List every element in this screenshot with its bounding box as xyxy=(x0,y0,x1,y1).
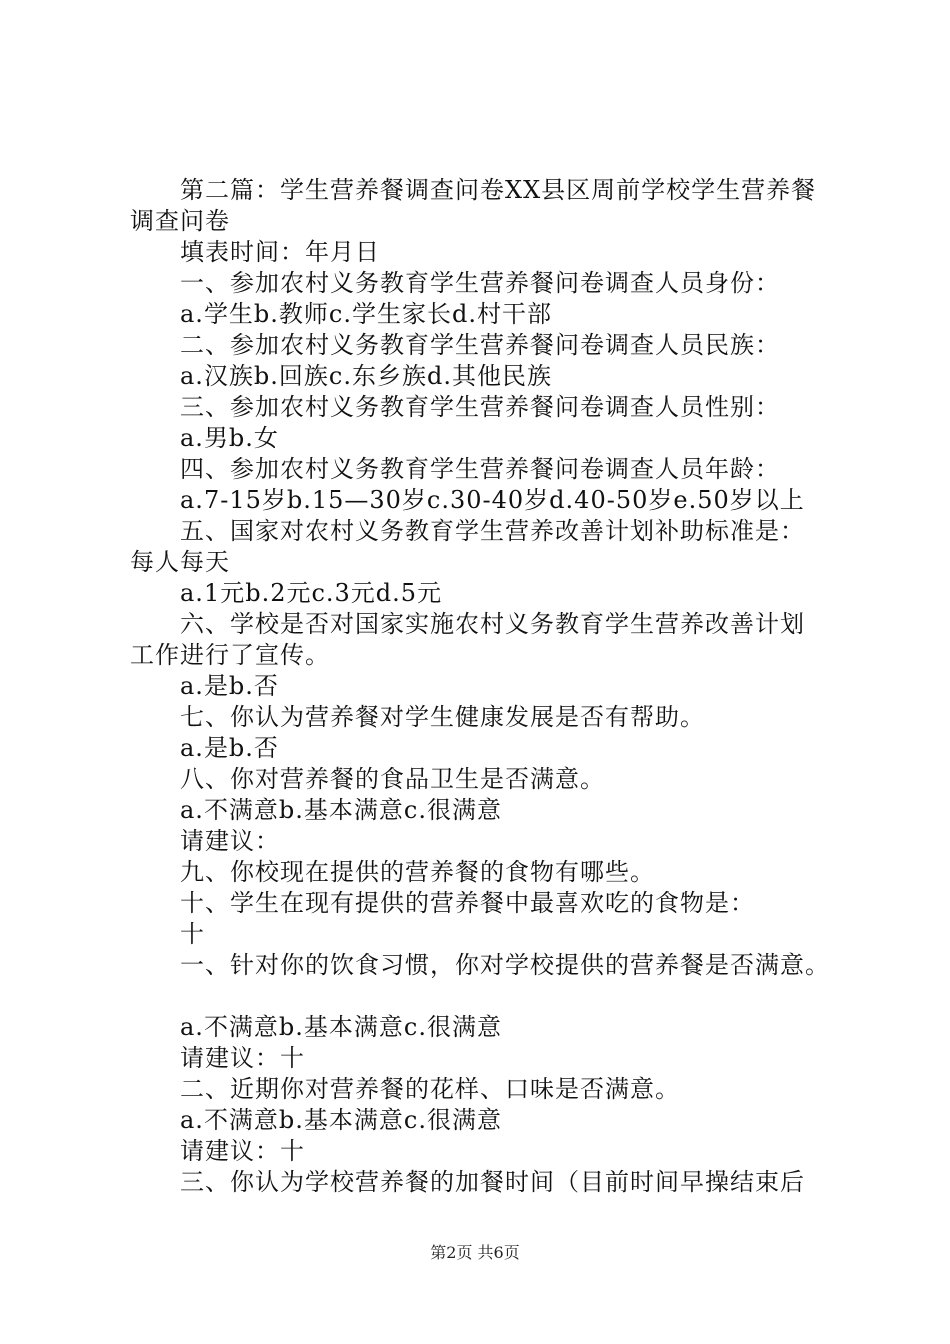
document-title: 第二篇：学生营养餐调查问卷XX县区周前学校学生营养餐 xyxy=(180,176,817,204)
question-10: 十、学生在现有提供的营养餐中最喜欢吃的食物是： xyxy=(180,889,755,917)
question-11-options: a.不满意b.基本满意c.很满意 xyxy=(180,1013,502,1041)
question-5: 五、国家对农村义务教育学生营养改善计划补助标准是： xyxy=(180,517,805,545)
question-7: 七、你认为营养餐对学生健康发展是否有帮助。 xyxy=(180,703,705,731)
question-6-options: a.是b.否 xyxy=(180,672,279,700)
question-12-options: a.不满意b.基本满意c.很满意 xyxy=(180,1106,502,1134)
suggestion-line: 请建议：十 xyxy=(180,1137,305,1165)
question-4: 四、参加农村义务教育学生营养餐问卷调查人员年龄： xyxy=(180,455,780,483)
question-1-options: a.学生b.教师c.学生家长d.村干部 xyxy=(180,300,552,328)
question-3: 三、参加农村义务教育学生营养餐问卷调查人员性别： xyxy=(180,393,780,421)
question-12: 二、近期你对营养餐的花样、口味是否满意。 xyxy=(180,1075,680,1103)
suggestion-line: 请建议：十 xyxy=(180,1044,305,1072)
document-body xyxy=(130,175,850,1198)
question-9: 九、你校现在提供的营养餐的食物有哪些。 xyxy=(180,858,655,886)
question-11-prefix: 十 xyxy=(180,920,205,948)
question-8: 八、你对营养餐的食品卫生是否满意。 xyxy=(180,765,605,793)
page-footer: 第2页 共6页 xyxy=(430,1243,520,1262)
question-4-options: a.7-15岁b.15—30岁c.30-40岁d.40-50岁e.50岁以上 xyxy=(180,486,805,514)
question-8-options: a.不满意b.基本满意c.很满意 xyxy=(180,796,502,824)
question-6: 六、学校是否对国家实施农村义务教育学生营养改善计划 xyxy=(180,610,805,638)
question-5-options: a.1元b.2元c.3元d.5元 xyxy=(180,579,443,607)
document-title-continued: 调查问卷 xyxy=(130,207,230,235)
question-1: 一、参加农村义务教育学生营养餐问卷调查人员身份： xyxy=(180,269,780,297)
question-11: 一、针对你的饮食习惯，你对学校提供的营养餐是否满意。 xyxy=(180,951,830,979)
question-5-continued: 每人每天 xyxy=(130,548,230,576)
question-3-options: a.男b.女 xyxy=(180,424,279,452)
blank-line xyxy=(130,981,850,1012)
suggestion-line: 请建议： xyxy=(180,827,280,855)
question-2: 二、参加农村义务教育学生营养餐问卷调查人员民族： xyxy=(180,331,780,359)
question-2-options: a.汉族b.回族c.东乡族d.其他民族 xyxy=(180,362,552,390)
question-6-continued: 工作进行了宣传。 xyxy=(130,641,330,669)
question-13: 三、你认为学校营养餐的加餐时间（目前时间早操结束后 xyxy=(180,1168,805,1196)
question-7-options: a.是b.否 xyxy=(180,734,279,762)
fill-date-line: 填表时间：年月日 xyxy=(180,238,380,266)
